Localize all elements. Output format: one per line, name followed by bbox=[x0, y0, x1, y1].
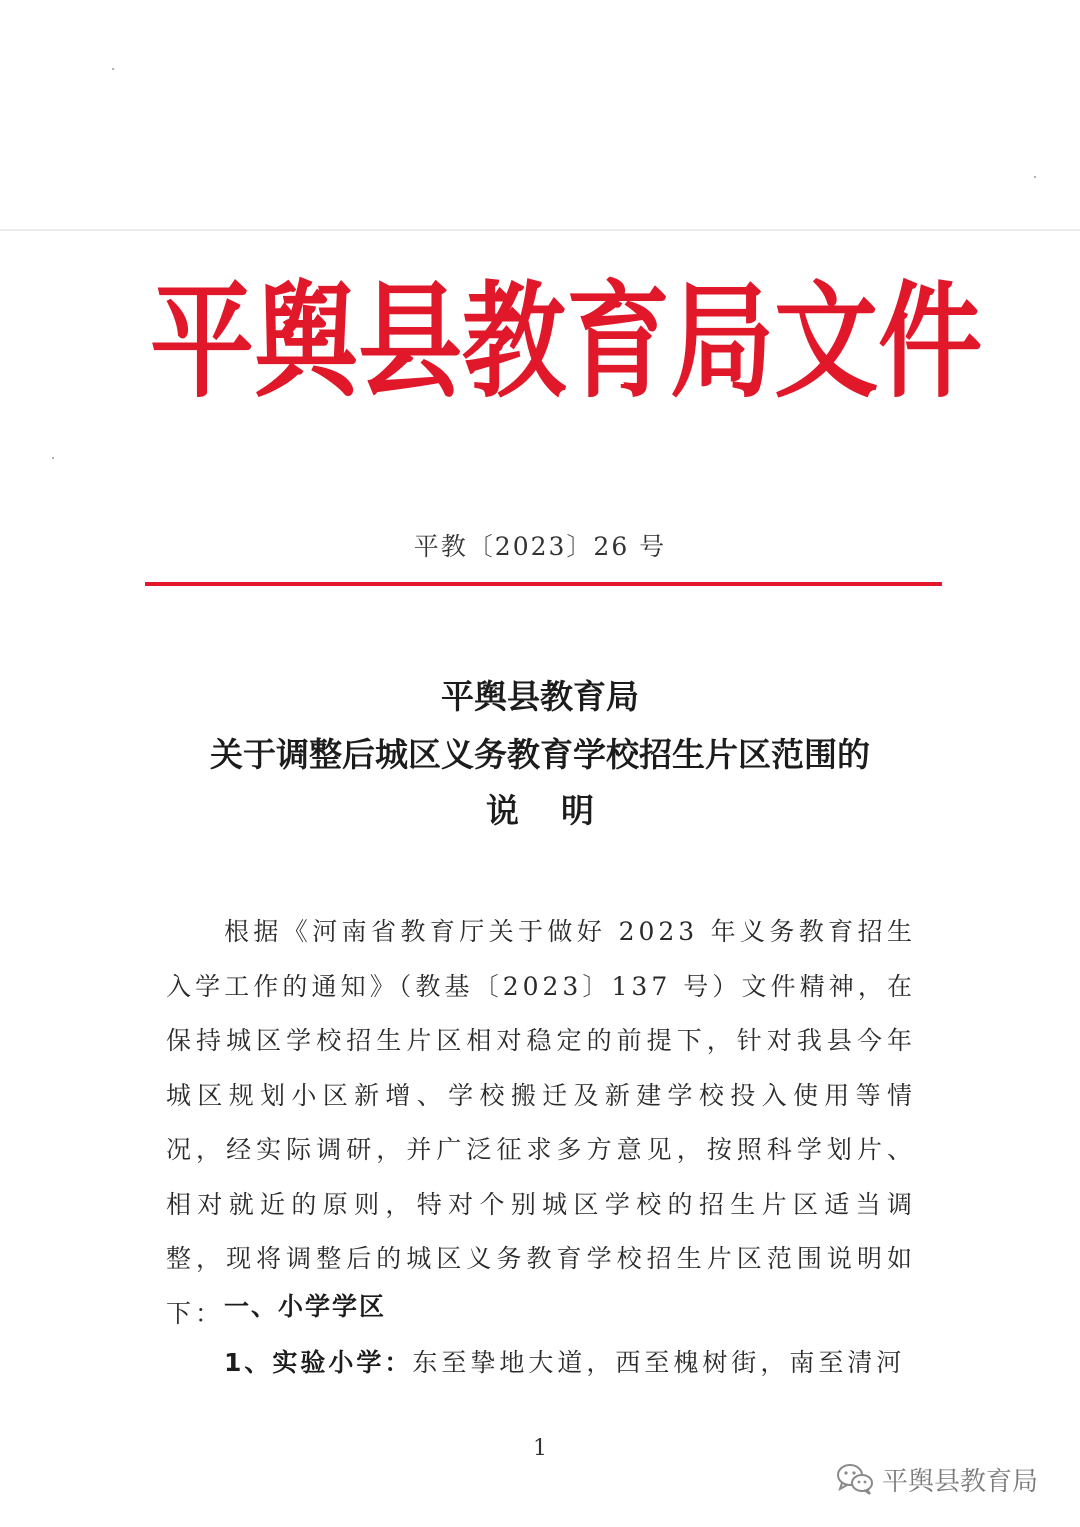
masthead-char: 平 bbox=[150, 268, 255, 416]
title-line-1: 平舆县教育局 bbox=[441, 677, 639, 716]
scan-speck bbox=[52, 457, 54, 459]
page-number: 1 bbox=[533, 1436, 547, 1461]
section-heading: 一、小学学区 bbox=[224, 1292, 387, 1321]
watermark bbox=[836, 1458, 1038, 1500]
title-line-3: 说明 bbox=[486, 791, 636, 830]
document-masthead bbox=[150, 268, 983, 416]
title-line-2: 关于调整后城区义务教育学校招生片区范围的 bbox=[210, 735, 870, 774]
item-label: 1、实验小学： bbox=[224, 1348, 413, 1377]
masthead-char: 件 bbox=[878, 268, 983, 416]
masthead-char: 局 bbox=[670, 268, 775, 416]
body-paragraph: 根据《河南省教育厅关于做好 2023 年义务教育招生入学工作的通知》（教基〔2023〕137 号）文件精神，在保持城区学校招生片区相对稳定的前提下，针对我县今年城区规划小区新增、学校搬迁及新建学校投入使用等情况，经实际调研，并广泛征求多方意见，按照科学划片、相对就近的原则，特对个别城区学校的招生片区适当调整，现将调整后的城区义务教育学校招生片区范围说明如下： bbox=[166, 917, 916, 1328]
scan-speck bbox=[112, 68, 114, 70]
scan-speck bbox=[1034, 176, 1036, 178]
masthead-char: 文 bbox=[774, 268, 879, 416]
masthead-char: 育 bbox=[566, 268, 671, 416]
masthead-char: 舆 bbox=[254, 268, 359, 416]
masthead-char: 县 bbox=[358, 268, 463, 416]
scan-line-divider bbox=[0, 229, 1080, 231]
document-number: 平教〔2023〕26 号 bbox=[413, 532, 667, 561]
watermark-text: 平舆县教育局 bbox=[882, 1466, 1039, 1497]
red-header-rule bbox=[145, 582, 942, 586]
masthead-char: 教 bbox=[462, 268, 567, 416]
item-text: 东至挚地大道，西至槐树街，南至清河 bbox=[412, 1348, 906, 1377]
wechat-icon bbox=[836, 1462, 874, 1496]
list-item bbox=[224, 1343, 924, 1379]
